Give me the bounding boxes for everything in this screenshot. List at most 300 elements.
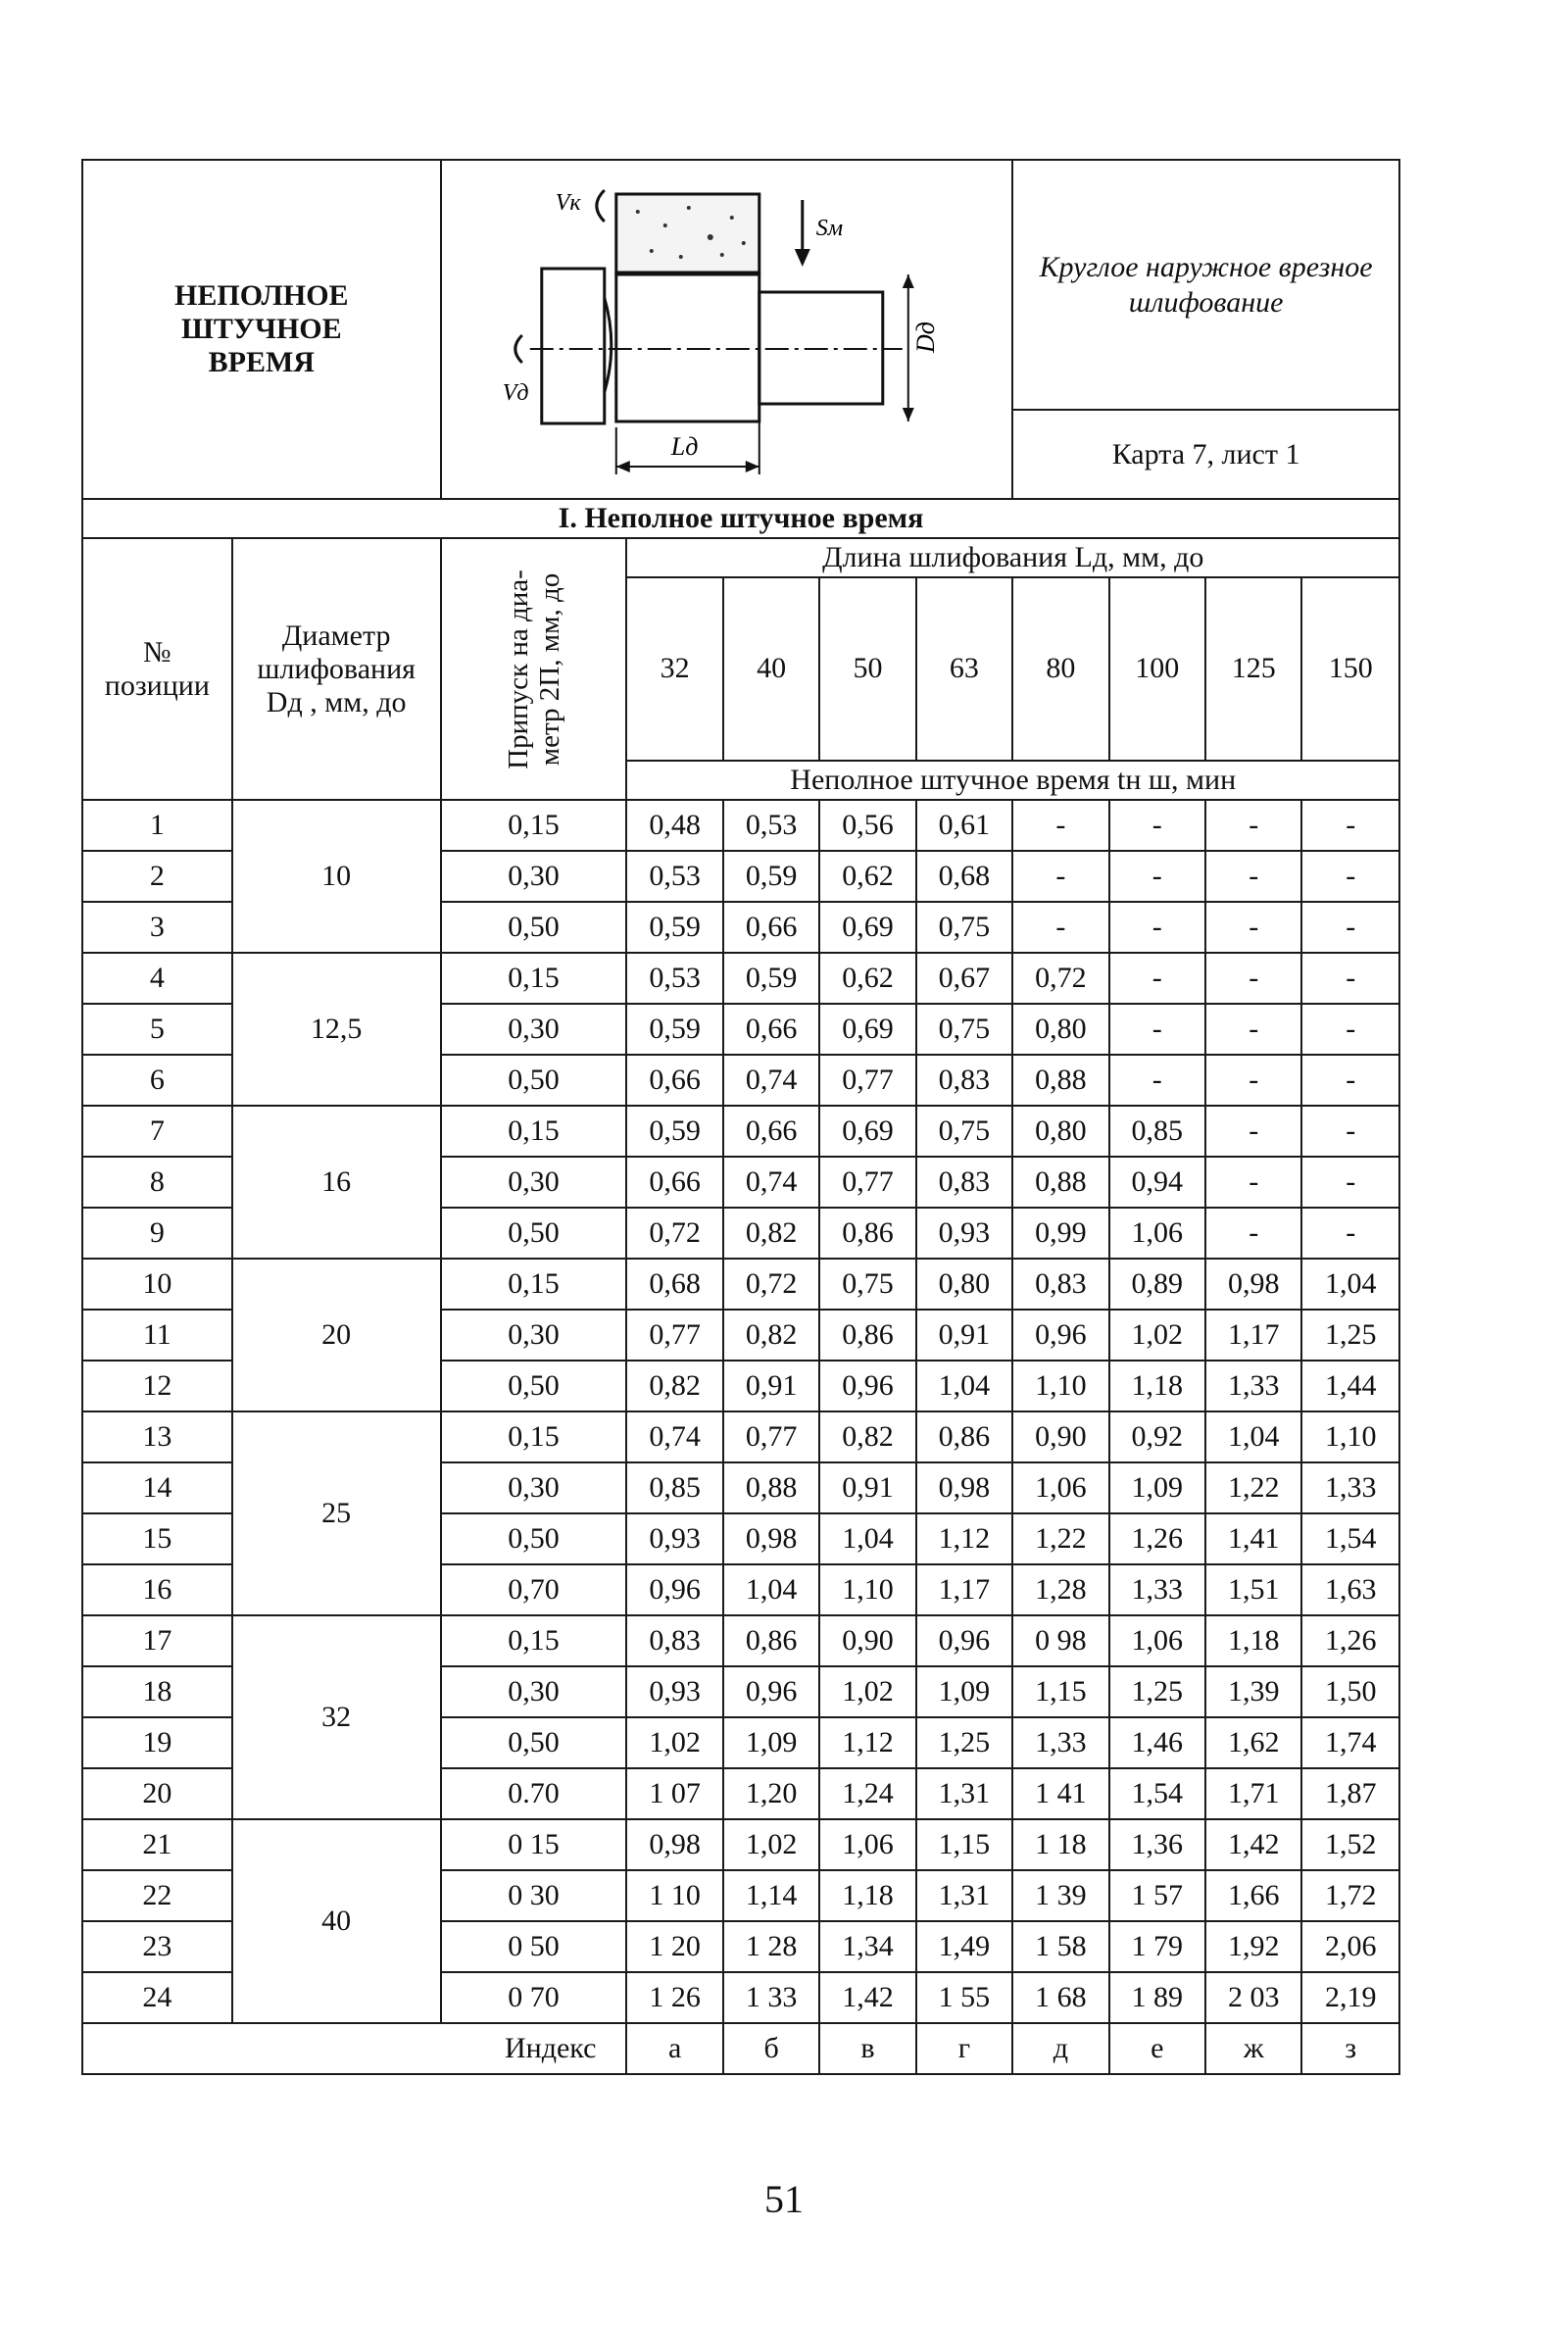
time-cell: - xyxy=(1205,1106,1301,1157)
length-col: 100 xyxy=(1109,577,1205,760)
time-cell: 0,80 xyxy=(916,1259,1012,1310)
index-label: Индекс xyxy=(82,2023,626,2074)
time-cell: 0,69 xyxy=(819,902,915,953)
grinding-sketch-drawing xyxy=(442,161,1012,490)
page-number: 51 xyxy=(764,2177,804,2221)
time-cell: 0,59 xyxy=(723,851,819,902)
time-cell: 0,56 xyxy=(819,800,915,851)
time-cell: 1,09 xyxy=(723,1717,819,1768)
time-cell: 1,18 xyxy=(1205,1615,1301,1666)
norm-table xyxy=(81,159,1400,2075)
position-cell: 8 xyxy=(82,1157,232,1208)
time-cell: 0,82 xyxy=(723,1310,819,1361)
label-sm: Sм xyxy=(815,216,843,241)
time-cell: 0,96 xyxy=(1012,1310,1108,1361)
time-cell: 0,98 xyxy=(1205,1259,1301,1310)
time-cell: - xyxy=(1301,902,1399,953)
time-cell: 0,62 xyxy=(819,953,915,1004)
time-cell: 0,77 xyxy=(819,1055,915,1106)
time-cell: 0,72 xyxy=(626,1208,722,1259)
allowance-cell: 0,70 xyxy=(441,1564,627,1615)
position-cell: 12 xyxy=(82,1361,232,1411)
time-cell: 1,87 xyxy=(1301,1768,1399,1819)
time-cell: 1,71 xyxy=(1205,1768,1301,1819)
time-cell: 0,82 xyxy=(723,1208,819,1259)
time-cell: 0,80 xyxy=(1012,1106,1108,1157)
time-cell: - xyxy=(1301,800,1399,851)
time-cell: 0,82 xyxy=(819,1411,915,1462)
table-row xyxy=(82,953,1399,1004)
time-cell: 1,33 xyxy=(1301,1462,1399,1513)
position-cell: 17 xyxy=(82,1615,232,1666)
time-cell: 0,74 xyxy=(626,1411,722,1462)
time-cell: 1,15 xyxy=(916,1819,1012,1870)
time-cell: 0,91 xyxy=(916,1310,1012,1361)
col-diameter-line: Диаметр xyxy=(281,619,391,652)
allowance-cell: 0,15 xyxy=(441,800,627,851)
time-cell: 0,77 xyxy=(723,1411,819,1462)
time-cell: 0,72 xyxy=(1012,953,1108,1004)
time-cell: 0,86 xyxy=(819,1208,915,1259)
time-cell: 0,93 xyxy=(626,1513,722,1564)
time-cell: 1,25 xyxy=(1109,1666,1205,1717)
allowance-cell: 0 30 xyxy=(441,1870,627,1921)
position-cell: 16 xyxy=(82,1564,232,1615)
time-cell: 0,89 xyxy=(1109,1259,1205,1310)
diameter-cell: 12,5 xyxy=(232,953,441,1106)
time-cell: 1,06 xyxy=(819,1819,915,1870)
time-cell: 1 10 xyxy=(626,1870,722,1921)
time-cell: 1,04 xyxy=(916,1361,1012,1411)
table-row xyxy=(82,1411,1399,1462)
allowance-cell: 0,50 xyxy=(441,1361,627,1411)
time-cell: 0,53 xyxy=(626,851,722,902)
time-cell: 1,33 xyxy=(1205,1361,1301,1411)
time-cell: - xyxy=(1109,800,1205,851)
table-row xyxy=(82,800,1399,851)
time-cell: 0,75 xyxy=(819,1259,915,1310)
position-cell: 3 xyxy=(82,902,232,953)
time-cell: - xyxy=(1301,1055,1399,1106)
time-cell: 1,24 xyxy=(819,1768,915,1819)
time-cell: 1,06 xyxy=(1109,1615,1205,1666)
time-cell: 0,98 xyxy=(916,1462,1012,1513)
time-cell: 1,14 xyxy=(723,1870,819,1921)
position-cell: 18 xyxy=(82,1666,232,1717)
time-cell: 1 07 xyxy=(626,1768,722,1819)
time-cell: 1,42 xyxy=(1205,1819,1301,1870)
time-cell: - xyxy=(1205,1208,1301,1259)
time-cell: 1,54 xyxy=(1109,1768,1205,1819)
allowance-cell: 0,50 xyxy=(441,1208,627,1259)
time-cell: - xyxy=(1109,1004,1205,1055)
grinding-sketch xyxy=(441,160,1013,499)
time-cell: 1,74 xyxy=(1301,1717,1399,1768)
allowance-cell: 0,30 xyxy=(441,851,627,902)
col-allowance-line: Припуск на диа- xyxy=(502,569,534,769)
time-cell: 0,69 xyxy=(819,1004,915,1055)
time-cell: 1,04 xyxy=(1205,1411,1301,1462)
index-letter: е xyxy=(1109,2023,1205,2074)
index-row xyxy=(82,2023,1399,2074)
diameter-cell: 20 xyxy=(232,1259,441,1411)
position-cell: 4 xyxy=(82,953,232,1004)
time-cell: 0,77 xyxy=(626,1310,722,1361)
time-cell: 0,86 xyxy=(723,1615,819,1666)
diameter-cell: 25 xyxy=(232,1411,441,1615)
time-cell: 0,75 xyxy=(916,1004,1012,1055)
time-cell: 0,66 xyxy=(723,1106,819,1157)
position-cell: 6 xyxy=(82,1055,232,1106)
time-cell: 1,06 xyxy=(1109,1208,1205,1259)
time-cell: - xyxy=(1109,902,1205,953)
col-diameter-line: шлифования xyxy=(257,652,416,685)
wheel-rotation-arrow xyxy=(596,190,604,222)
allowance-cell: 0,30 xyxy=(441,1004,627,1055)
time-cell: 1 57 xyxy=(1109,1870,1205,1921)
time-cell: 0,69 xyxy=(819,1106,915,1157)
time-cell: 0,90 xyxy=(1012,1411,1108,1462)
position-cell: 11 xyxy=(82,1310,232,1361)
time-cell: - xyxy=(1205,1157,1301,1208)
allowance-cell: 0,30 xyxy=(441,1157,627,1208)
time-cell: 1,92 xyxy=(1205,1921,1301,1972)
time-cell: 0,72 xyxy=(723,1259,819,1310)
time-cell: - xyxy=(1301,1208,1399,1259)
position-cell: 14 xyxy=(82,1462,232,1513)
time-cell: 0,66 xyxy=(626,1055,722,1106)
time-cell: 0,92 xyxy=(1109,1411,1205,1462)
time-cell: 0,85 xyxy=(626,1462,722,1513)
allowance-cell: 0,50 xyxy=(441,902,627,953)
card-number: Карта 7, лист 1 xyxy=(1012,410,1399,499)
sheet-title xyxy=(82,160,441,499)
position-cell: 19 xyxy=(82,1717,232,1768)
allowance-cell: 0.70 xyxy=(441,1768,627,1819)
table-row xyxy=(82,1819,1399,1870)
time-cell: 0,99 xyxy=(1012,1208,1108,1259)
time-cell: - xyxy=(1012,800,1108,851)
time-cell: 0,74 xyxy=(723,1157,819,1208)
time-cell: 1,12 xyxy=(819,1717,915,1768)
index-letter: в xyxy=(819,2023,915,2074)
time-cell: 0,83 xyxy=(916,1157,1012,1208)
position-cell: 2 xyxy=(82,851,232,902)
position-cell: 10 xyxy=(82,1259,232,1310)
time-cell: - xyxy=(1109,953,1205,1004)
allowance-cell: 0,15 xyxy=(441,1615,627,1666)
time-cell: 1,31 xyxy=(916,1768,1012,1819)
time-cell: 1,72 xyxy=(1301,1870,1399,1921)
time-header: Неполное штучное время tн ш, мин xyxy=(626,761,1399,800)
time-cell: 2,19 xyxy=(1301,1972,1399,2023)
workpiece-rotation-arrow xyxy=(514,335,521,363)
time-cell: 1,22 xyxy=(1205,1462,1301,1513)
allowance-cell: 0 50 xyxy=(441,1921,627,1972)
time-cell: - xyxy=(1205,800,1301,851)
time-cell: 0,66 xyxy=(723,902,819,953)
col-position xyxy=(82,538,232,800)
time-cell: 1,34 xyxy=(819,1921,915,1972)
time-cell: 1,17 xyxy=(1205,1310,1301,1361)
position-cell: 24 xyxy=(82,1972,232,2023)
time-cell: 1,02 xyxy=(1109,1310,1205,1361)
label-ld: Lд xyxy=(670,432,699,461)
time-cell: 1,46 xyxy=(1109,1717,1205,1768)
time-cell: 1,20 xyxy=(723,1768,819,1819)
time-cell: 0,98 xyxy=(626,1819,722,1870)
position-cell: 20 xyxy=(82,1768,232,1819)
time-cell: 0,93 xyxy=(626,1666,722,1717)
time-cell: 1,31 xyxy=(916,1870,1012,1921)
time-cell: 1,18 xyxy=(819,1870,915,1921)
time-cell: 1,04 xyxy=(819,1513,915,1564)
operation-title xyxy=(1012,160,1399,410)
time-cell: 0,86 xyxy=(916,1411,1012,1462)
diameter-cell: 10 xyxy=(232,800,441,953)
length-col: 32 xyxy=(626,577,722,760)
time-cell: 1,09 xyxy=(916,1666,1012,1717)
time-cell: 0,59 xyxy=(723,953,819,1004)
time-cell: 0,59 xyxy=(626,902,722,953)
allowance-cell: 0,15 xyxy=(441,1106,627,1157)
time-cell: 0,98 xyxy=(723,1513,819,1564)
time-cell: 0,75 xyxy=(916,902,1012,953)
time-cell: 0,93 xyxy=(916,1208,1012,1259)
time-cell: 1,18 xyxy=(1109,1361,1205,1411)
position-cell: 5 xyxy=(82,1004,232,1055)
time-cell: 0,94 xyxy=(1109,1157,1205,1208)
time-cell: 0,88 xyxy=(1012,1157,1108,1208)
title-line: НЕПОЛНОЕ xyxy=(174,279,349,312)
time-cell: 1 20 xyxy=(626,1921,722,1972)
length-col: 40 xyxy=(723,577,819,760)
time-cell: 1,17 xyxy=(916,1564,1012,1615)
time-cell: - xyxy=(1301,851,1399,902)
time-cell: 0,75 xyxy=(916,1106,1012,1157)
time-cell: 1,02 xyxy=(626,1717,722,1768)
time-cell: 1,28 xyxy=(1012,1564,1108,1615)
position-cell: 15 xyxy=(82,1513,232,1564)
length-col: 125 xyxy=(1205,577,1301,760)
time-cell: 0,96 xyxy=(723,1666,819,1717)
time-cell: 0,91 xyxy=(819,1462,915,1513)
time-cell: 0,83 xyxy=(916,1055,1012,1106)
diameter-cell: 40 xyxy=(232,1819,441,2023)
time-cell: 1,52 xyxy=(1301,1819,1399,1870)
length-col: 50 xyxy=(819,577,915,760)
time-cell: 1,15 xyxy=(1012,1666,1108,1717)
col-position-line: № xyxy=(143,635,172,668)
time-cell: - xyxy=(1205,953,1301,1004)
time-cell: 0,66 xyxy=(723,1004,819,1055)
time-cell: 0,96 xyxy=(626,1564,722,1615)
time-cell: 0,91 xyxy=(723,1361,819,1411)
time-cell: 1 89 xyxy=(1109,1972,1205,2023)
diameter-cell: 32 xyxy=(232,1615,441,1819)
table-row xyxy=(82,1106,1399,1157)
time-cell: 1,51 xyxy=(1205,1564,1301,1615)
allowance-cell: 0,30 xyxy=(441,1462,627,1513)
time-cell: 1,36 xyxy=(1109,1819,1205,1870)
label-vk: Vк xyxy=(555,190,581,216)
grinding-wheel xyxy=(615,194,759,272)
time-cell: 0,59 xyxy=(626,1106,722,1157)
time-cell: 1,42 xyxy=(819,1972,915,2023)
time-cell: 0,80 xyxy=(1012,1004,1108,1055)
time-cell: 1,49 xyxy=(916,1921,1012,1972)
allowance-cell: 0,15 xyxy=(441,1411,627,1462)
label-dd: Dд xyxy=(910,322,940,353)
index-letter: ж xyxy=(1205,2023,1301,2074)
time-cell: - xyxy=(1301,1106,1399,1157)
col-position-line: позиции xyxy=(104,668,210,702)
time-cell: - xyxy=(1205,851,1301,902)
index-letter: г xyxy=(916,2023,1012,2074)
time-cell: - xyxy=(1301,953,1399,1004)
time-cell: 0,53 xyxy=(626,953,722,1004)
time-cell: 1,54 xyxy=(1301,1513,1399,1564)
position-cell: 9 xyxy=(82,1208,232,1259)
time-cell: 0,48 xyxy=(626,800,722,851)
title-line: ШТУЧНОЕ xyxy=(180,313,342,345)
position-cell: 23 xyxy=(82,1921,232,1972)
time-cell: 1 79 xyxy=(1109,1921,1205,1972)
allowance-cell: 0,15 xyxy=(441,1259,627,1310)
time-cell: 0,90 xyxy=(819,1615,915,1666)
index-letter: а xyxy=(626,2023,722,2074)
time-cell: 1,33 xyxy=(1012,1717,1108,1768)
time-cell: 1 41 xyxy=(1012,1768,1108,1819)
time-cell: - xyxy=(1205,902,1301,953)
time-cell: 1,04 xyxy=(1301,1259,1399,1310)
time-cell: 0,83 xyxy=(1012,1259,1108,1310)
time-cell: - xyxy=(1301,1157,1399,1208)
time-cell: 1,09 xyxy=(1109,1462,1205,1513)
time-cell: 0,59 xyxy=(626,1004,722,1055)
time-cell: 0,53 xyxy=(723,800,819,851)
diameter-cell: 16 xyxy=(232,1106,441,1259)
allowance-cell: 0,50 xyxy=(441,1717,627,1768)
workpiece-head xyxy=(541,269,604,423)
time-cell: - xyxy=(1301,1004,1399,1055)
time-cell: 1,50 xyxy=(1301,1666,1399,1717)
length-col: 80 xyxy=(1012,577,1108,760)
time-cell: 0,82 xyxy=(626,1361,722,1411)
time-cell: 0,86 xyxy=(819,1310,915,1361)
index-letter: з xyxy=(1301,2023,1399,2074)
time-cell: 1,33 xyxy=(1109,1564,1205,1615)
time-cell: 1 55 xyxy=(916,1972,1012,2023)
index-letter: б xyxy=(723,2023,819,2074)
time-cell: 2,06 xyxy=(1301,1921,1399,1972)
length-header: Длина шлифования Lд, мм, до xyxy=(626,538,1399,577)
time-cell: 0,96 xyxy=(819,1361,915,1411)
time-cell: - xyxy=(1205,1004,1301,1055)
time-cell: 1,39 xyxy=(1205,1666,1301,1717)
time-cell: 1,04 xyxy=(723,1564,819,1615)
time-cell: - xyxy=(1205,1055,1301,1106)
time-cell: 1 68 xyxy=(1012,1972,1108,2023)
time-cell: 1 26 xyxy=(626,1972,722,2023)
position-cell: 13 xyxy=(82,1411,232,1462)
time-cell: 0,62 xyxy=(819,851,915,902)
time-cell: 1 39 xyxy=(1012,1870,1108,1921)
time-cell: 0,77 xyxy=(819,1157,915,1208)
position-cell: 22 xyxy=(82,1870,232,1921)
time-cell: 1,02 xyxy=(819,1666,915,1717)
index-letter: д xyxy=(1012,2023,1108,2074)
time-cell: 1,25 xyxy=(1301,1310,1399,1361)
col-diameter xyxy=(232,538,441,800)
length-col: 63 xyxy=(916,577,1012,760)
allowance-cell: 0 70 xyxy=(441,1972,627,2023)
time-cell: 1,26 xyxy=(1109,1513,1205,1564)
time-cell: 1,26 xyxy=(1301,1615,1399,1666)
time-cell: 1,10 xyxy=(1012,1361,1108,1411)
time-cell: 1 28 xyxy=(723,1921,819,1972)
time-cell: 0,74 xyxy=(723,1055,819,1106)
time-cell: - xyxy=(1109,1055,1205,1106)
time-cell: 1,62 xyxy=(1205,1717,1301,1768)
time-cell: 1 18 xyxy=(1012,1819,1108,1870)
time-cell: 1,06 xyxy=(1012,1462,1108,1513)
position-cell: 1 xyxy=(82,800,232,851)
section-title: I. Неполное штучное время xyxy=(82,499,1399,538)
time-cell: 1,02 xyxy=(723,1819,819,1870)
time-cell: 1,10 xyxy=(819,1564,915,1615)
time-cell: 0,66 xyxy=(626,1157,722,1208)
time-cell: 1 33 xyxy=(723,1972,819,2023)
table-row xyxy=(82,1259,1399,1310)
col-allowance-line: метр 2П, мм, до xyxy=(533,572,565,766)
label-vd: Vд xyxy=(502,380,529,406)
col-diameter-line: Dд , мм, до xyxy=(266,685,407,718)
time-cell: 0,68 xyxy=(916,851,1012,902)
time-cell: - xyxy=(1109,851,1205,902)
time-cell: - xyxy=(1012,851,1108,902)
time-cell: 0,85 xyxy=(1109,1106,1205,1157)
time-cell: 0,96 xyxy=(916,1615,1012,1666)
allowance-cell: 0,30 xyxy=(441,1310,627,1361)
allowance-cell: 0,50 xyxy=(441,1513,627,1564)
method-line: Круглое наружное врезное xyxy=(1039,250,1373,283)
time-cell: 1,41 xyxy=(1205,1513,1301,1564)
table-row xyxy=(82,1615,1399,1666)
allowance-cell: 0,30 xyxy=(441,1666,627,1717)
time-cell: 0,88 xyxy=(723,1462,819,1513)
time-cell: 1,10 xyxy=(1301,1411,1399,1462)
allowance-cell: 0 15 xyxy=(441,1819,627,1870)
allowance-cell: 0,15 xyxy=(441,953,627,1004)
time-cell: - xyxy=(1012,902,1108,953)
time-cell: 0,88 xyxy=(1012,1055,1108,1106)
time-cell: 0,68 xyxy=(626,1259,722,1310)
length-col: 150 xyxy=(1301,577,1399,760)
time-cell: 2 03 xyxy=(1205,1972,1301,2023)
time-cell: 0,61 xyxy=(916,800,1012,851)
time-cell: 0,83 xyxy=(626,1615,722,1666)
time-cell: 1,25 xyxy=(916,1717,1012,1768)
time-cell: 0,67 xyxy=(916,953,1012,1004)
time-cell: 1,63 xyxy=(1301,1564,1399,1615)
time-cell: 1,66 xyxy=(1205,1870,1301,1921)
time-cell: 1,44 xyxy=(1301,1361,1399,1411)
allowance-cell: 0,50 xyxy=(441,1055,627,1106)
time-cell: 1,12 xyxy=(916,1513,1012,1564)
time-cell: 1 58 xyxy=(1012,1921,1108,1972)
position-cell: 7 xyxy=(82,1106,232,1157)
